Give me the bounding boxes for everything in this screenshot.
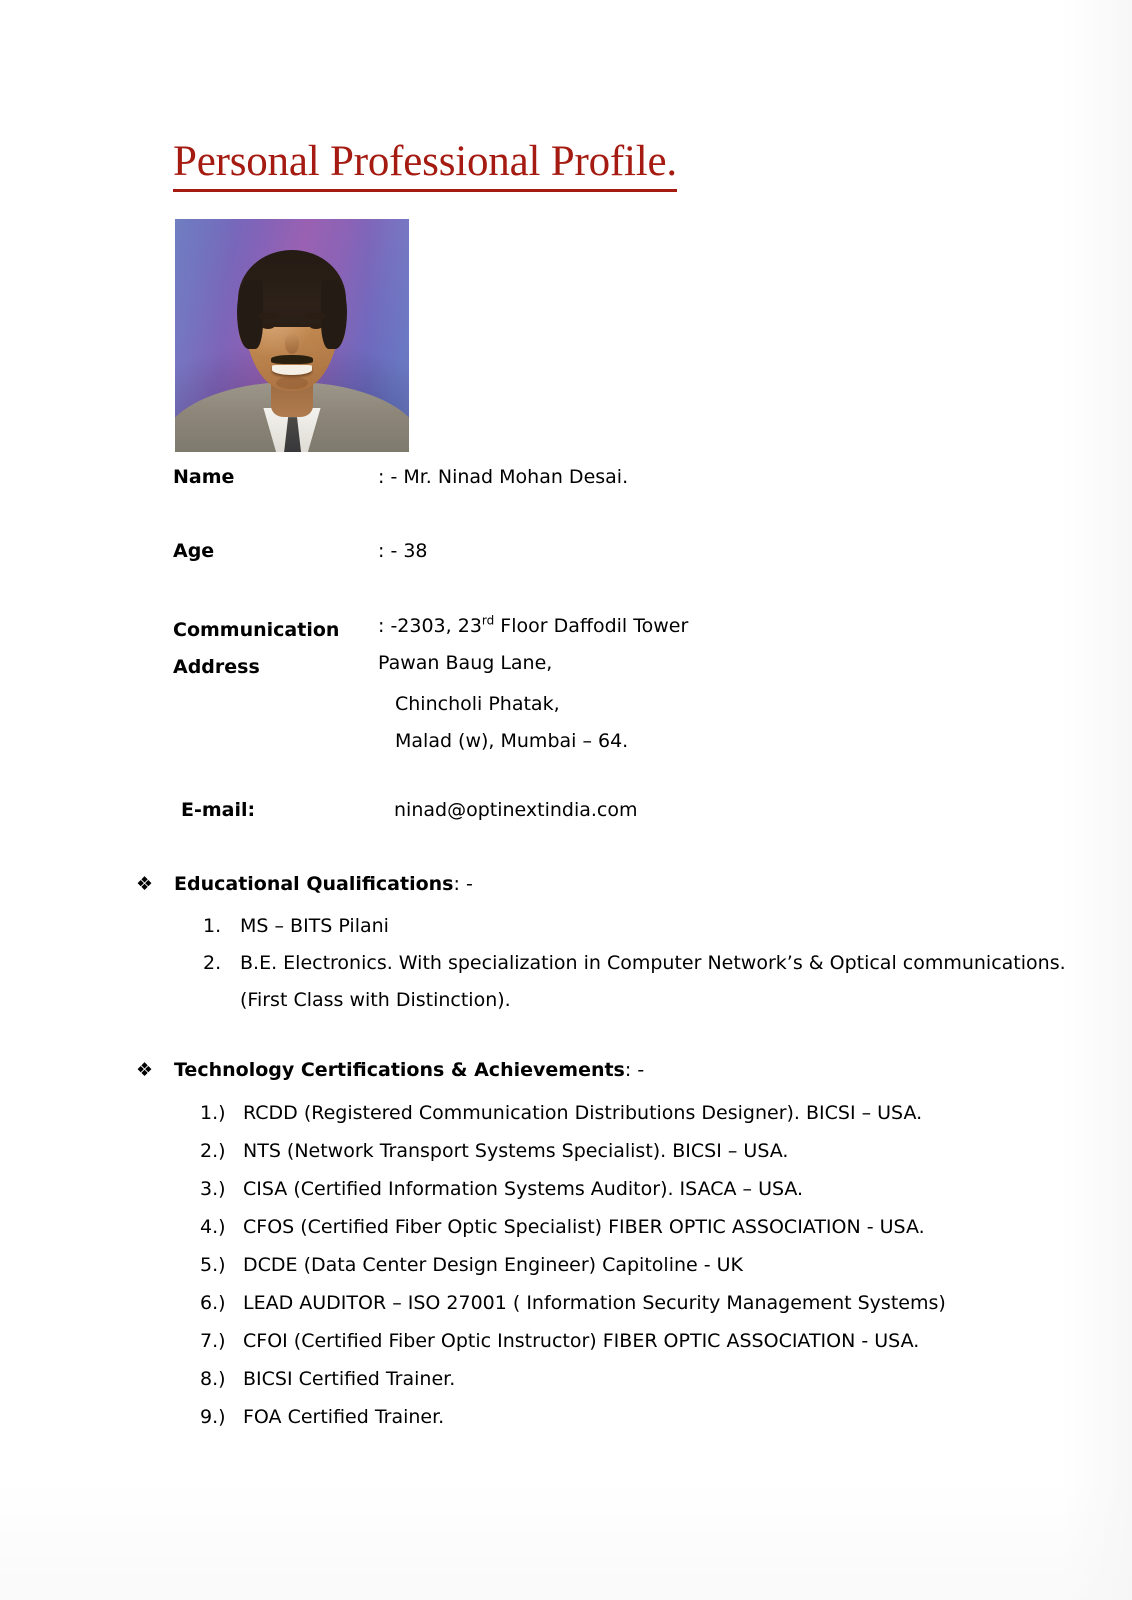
list-item-marker: 5.) (200, 1254, 226, 1276)
list-item-marker: 9.) (200, 1406, 226, 1428)
section-heading (136, 871, 1096, 898)
list-item-text: RCDD (Registered Communication Distributions Designer). BICSI – USA. (243, 1102, 923, 1124)
list-item (200, 1399, 1096, 1436)
name-label: Name (173, 466, 235, 488)
list-item-marker: 3.) (200, 1178, 226, 1200)
section-title: Educational Qualifications (174, 873, 454, 895)
address-label-line1: Communication (173, 619, 340, 641)
list-item-marker: 7.) (200, 1330, 226, 1352)
page-title (173, 136, 677, 188)
list-item-marker: 4.) (200, 1216, 226, 1238)
section-title-suffix: : - (453, 873, 473, 895)
info-row-address-line1 (173, 612, 873, 649)
email-label-colon: : (247, 799, 256, 821)
section-title: Technology Certifications & Achievements (174, 1059, 625, 1081)
info-row-age (173, 537, 873, 565)
list-item (200, 1095, 1096, 1132)
list-item-text: BICSI Certified Trainer. (243, 1368, 456, 1390)
age-label: Age (173, 540, 215, 562)
photo-nose (285, 333, 299, 354)
list-item-marker: 8.) (200, 1368, 226, 1390)
address-value-line1 (378, 612, 873, 640)
address-value-line2: Pawan Baug Lane, (378, 652, 553, 674)
info-row-email (181, 796, 881, 824)
list-item-text: CISA (Certified Information Systems Auditor). ISACA – USA. (243, 1178, 804, 1200)
list-item-text (240, 945, 1096, 1019)
section-title-suffix: : - (624, 1059, 645, 1081)
info-row-name (173, 463, 873, 491)
name-value: : - Mr. Ninad Mohan Desai. (378, 466, 629, 488)
photo-moustache (271, 355, 313, 363)
list-item (200, 1133, 1096, 1170)
list-item (200, 1323, 1096, 1360)
address-label-line2: Address (173, 656, 260, 678)
list-item (200, 1247, 1096, 1284)
address-line1-suffix: Floor Daffodil Tower (494, 615, 689, 637)
section-technology-certifications (136, 1057, 1096, 1437)
list-item (200, 1361, 1096, 1398)
portrait-photo (175, 219, 409, 452)
list-item (203, 945, 1096, 1019)
email-label (181, 796, 394, 824)
list-item-text: DCDE (Data Center Design Engineer) Capitoline - UK (243, 1254, 744, 1276)
email-label-text: E-mail (181, 799, 248, 821)
list-item (200, 1171, 1096, 1208)
diamond-bullet-icon: ❖ (136, 1059, 154, 1081)
list-item-marker: 2.) (200, 1140, 226, 1162)
list-item (203, 908, 1096, 945)
list-item-marker: 6.) (200, 1292, 226, 1314)
title-underline (173, 189, 677, 192)
list-item-marker: 1. (203, 915, 222, 937)
address-value-line4: Malad (w), Mumbai – 64. (395, 730, 629, 752)
section-educational-qualifications (136, 871, 1096, 1019)
list-item-text-continuation: (First Class with Distinction). (240, 989, 511, 1011)
age-value: : - 38 (378, 540, 428, 562)
diamond-bullet-icon: ❖ (136, 873, 154, 895)
list-item-marker: 1.) (200, 1102, 226, 1124)
section-heading (136, 1057, 1096, 1084)
page-title-text: Personal Professional Profile. (173, 138, 677, 185)
list-item-text: NTS (Network Transport Systems Specialist). BICSI – USA. (243, 1140, 789, 1162)
photo-eye-left (262, 324, 274, 329)
email-value: ninad@optinextindia.com (394, 799, 638, 821)
certifications-list (200, 1095, 1096, 1436)
personal-info-block (173, 463, 873, 760)
address-value-line3: Chincholi Phatak, (395, 693, 560, 715)
list-item-text: LEAD AUDITOR – ISO 27001 ( Information Security Management Systems) (243, 1292, 946, 1314)
list-item (200, 1285, 1096, 1322)
list-item-text: CFOS (Certified Fiber Optic Specialist) FIBER OPTIC ASSOCIATION - USA. (243, 1216, 925, 1238)
list-item-text: FOA Certified Trainer. (243, 1406, 445, 1428)
educational-list (203, 908, 1096, 1019)
address-line1-superscript: rd (481, 613, 495, 628)
info-row-address-line2 (173, 649, 873, 686)
list-item-text: CFOI (Certified Fiber Optic Instructor) FIBER OPTIC ASSOCIATION - USA. (243, 1330, 920, 1352)
list-item (200, 1209, 1096, 1246)
list-item-text-main: B.E. Electronics. With specialization in Computer Network’s & Optical communications. (240, 952, 1066, 974)
address-line1-prefix: : -2303, 23 (378, 615, 482, 637)
list-item-text: MS – BITS Pilani (240, 915, 389, 937)
list-item-marker: 2. (203, 952, 222, 974)
